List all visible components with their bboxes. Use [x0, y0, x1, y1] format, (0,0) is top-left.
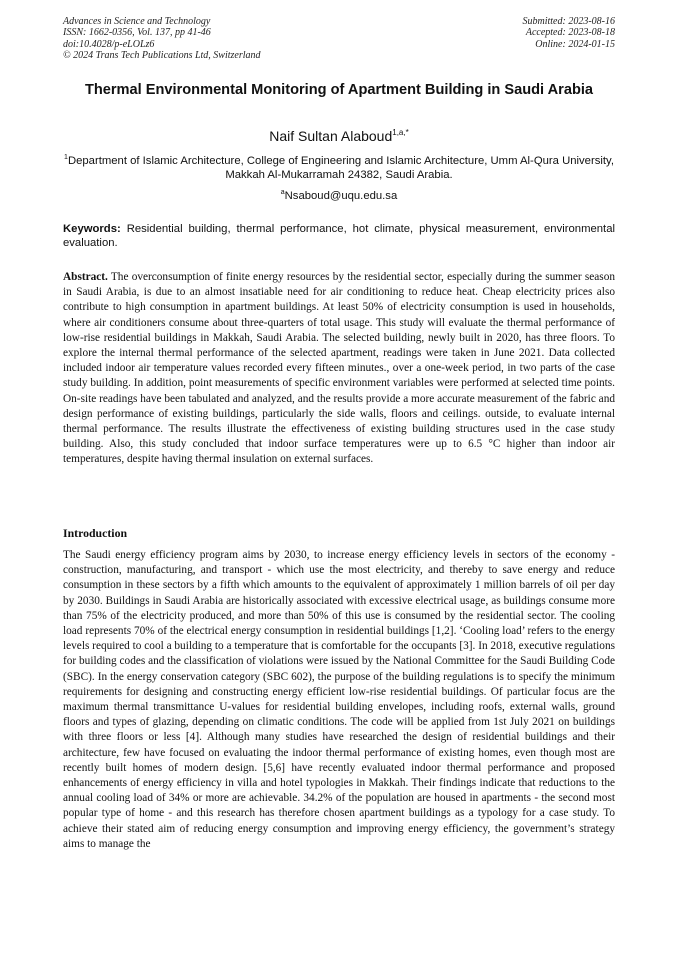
submission-dates [523, 16, 616, 50]
affiliation [63, 151, 615, 182]
abstract [63, 270, 615, 468]
publication-info [63, 16, 261, 62]
author-name: Naif Sultan Alaboud [269, 128, 393, 144]
keywords [63, 222, 615, 250]
doi-line: doi:10.4028/p-eLOLz6 [63, 38, 155, 50]
affiliation-superscript: 1 [64, 154, 68, 161]
author-superscript: 1,a,* [392, 128, 409, 137]
copyright-line: © 2024 Trans Tech Publications Ltd, Switzerland [63, 50, 261, 62]
online-date: Online: 2024-01-15 [535, 38, 615, 50]
author-line [0, 124, 678, 145]
journal-name: Advances in Science and Technology [63, 16, 211, 27]
abstract-label: Abstract. [63, 271, 108, 283]
keywords-label: Keywords: [63, 223, 121, 235]
submitted-date: Submitted: 2023-08-16 [522, 16, 615, 27]
keywords-text: Residential building, thermal performance, hot climate, physical measurement, environmental evaluation. [63, 223, 615, 249]
introduction-text: The Saudi energy efficiency program aims by 2030, to increase energy efficiency levels in sectors of the economy - construction, manufacturing, and transport - which use the most electricity, and thereby to save energy and reduce consumption in these sectors by a fifth which amounts to the equivalent of approximately 1 million barrels of oil per day by 2030. Buildings in Saudi Arabia are historically associated with excessive electrical usage, as buildings consume more than 75% of the electricity produced, and more than 50% of this use is consumed by the residential sector. The cooling load represents 70% of the electrical energy consumption in residential buildings [1,2]. ‘Cooling load’ refers to the energy levels required to cool a building to a temperature that is comfortable for the occupants [3]. In 2018, executive regulations for building codes and the classification of violations were issued by the National Committee for the Saudi Building Code (SBC). In the energy conservation category (SBC 602), the purpose of the building regulations is to specify the minimum requirements for designing and constructing energy efficient low-rise residential buildings. Of particular focus are the maximum thermal transmittance U-values for residential building envelopes, including roofs, external walls, ground floors and types of glazing, depending on climatic conditions. The code will be applied from 1st July 2021 on buildings with three floors or less [4]. Although many studies have researched the design of residential buildings and their architecture, few have focused on evaluating the indoor thermal performance of existing homes, even though most are recently built homes of modern design. [5,6] have recently evaluated indoor thermal performance and proposed enhancements of energy efficiency in villa and hotel typologies in Makkah. Their findings indicate that reductions to the annual cooling load of 34% or more are achievable. 34.2% of the population are housed in apartments - the second most popular type of home - and this research has therefore chosen apartment buildings as a typology for a case study. To achieve their stated aim of reducing energy consumption and improving energy efficiency, the government’s strategy aims to manage the [63, 549, 615, 850]
email-superscript: a [280, 189, 285, 196]
accepted-date: Accepted: 2023-08-18 [525, 27, 615, 39]
email-line [0, 186, 678, 203]
author-email: Nsaboud@uqu.edu.sa [284, 190, 398, 202]
introduction-heading: Introduction [63, 526, 128, 540]
affiliation-text: Department of Islamic Architecture, College of Engineering and Islamic Architecture, Umm Al-Qura University, Makkah Al-Mukarramah 24382, Saudi Arabia. [67, 155, 614, 181]
abstract-text: The overconsumption of finite energy resources by the residential sector, especially during the summer season in Saudi Arabia, is due to an almost insatiable need for air conditioning to reduce heat. Cheap electricity prices also contribute to high consumption in apartment buildings. At least 50% of electricity consumption is used in households, where air conditioners consume about three-quarters of total usage. This study will evaluate the thermal performance of low-rise residential buildings in Makkah, Saudi Arabia. The selected building, newly built in 2020, has three floors. To explore the internal thermal performance of the selected apartment, readings were taken in June 2021. Data collected included indoor air temperature values recorded every fifteen minutes., over a one-week period, in two parts of the case study building. In addition, point measurements of specific environment variables were performed at selected time points. On-site readings have been tabulated and analyzed, and the results provide a more accurate measurement of the fabric and design performance of existing buildings, particularly the side walls, floors and ceilings. outside, to evaluate internal thermal performance. The results illustrate the effectiveness of existing building structures used in the case study building. Also, this study concluded that indoor surface temperatures were up to 6.5 °C higher than indoor air temperatures, despite having thermal insulation on external surfaces. [63, 271, 615, 466]
paper-title: Thermal Environmental Monitoring of Apartment Building in Saudi Arabia [84, 82, 594, 98]
issn-line: ISSN: 1662-0356, Vol. 137, pp 41-46 [63, 27, 211, 39]
